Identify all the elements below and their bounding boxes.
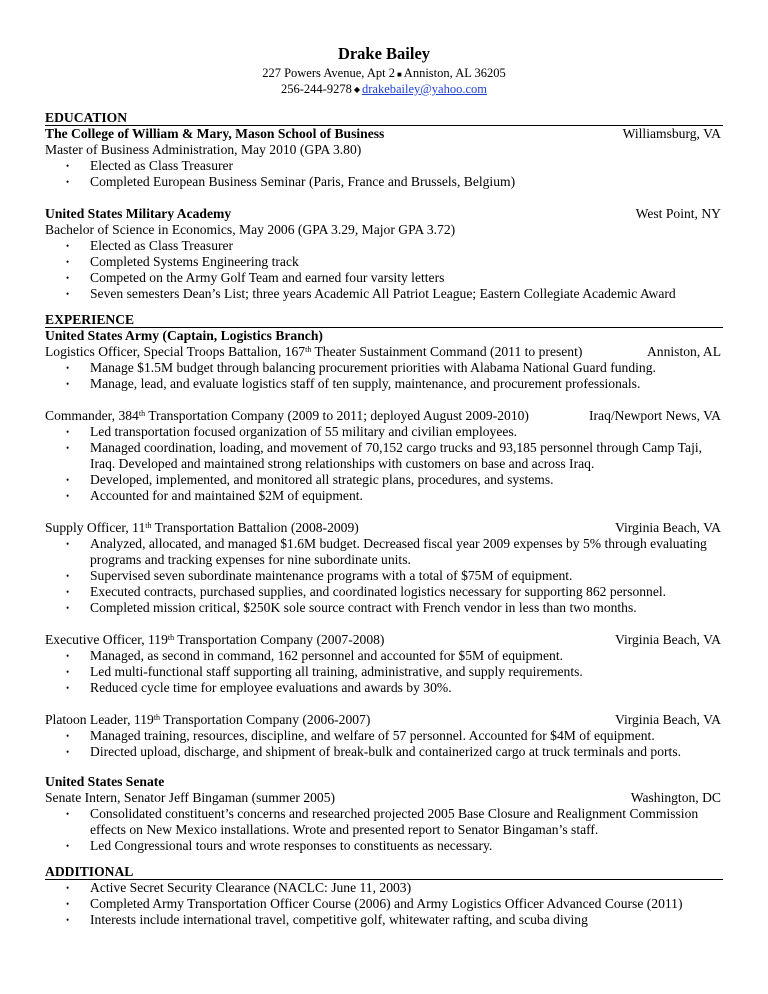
role-row	[45, 712, 723, 728]
list-item	[66, 270, 723, 286]
role-title-pre: Commander, 384	[45, 408, 139, 424]
army-roles	[45, 344, 723, 760]
bullet-text: Completed Systems Engineering track	[90, 254, 299, 270]
bullet-text: Analyzed, allocated, and managed $1.6M budget. Decreased fiscal year 2009 expenses by 5% through evaluating programs and tracking expenses for nine subordinate units.	[90, 536, 707, 568]
role-title-post: Transportation Battalion (2008-2009)	[151, 520, 359, 536]
bullet-dot-icon: •	[66, 177, 70, 188]
school-row	[45, 126, 723, 142]
list-item	[66, 440, 723, 472]
senate-bullet-list	[45, 806, 723, 854]
role-title-sup: th	[145, 521, 152, 531]
bullet-text: Managed, as second in command, 162 personnel and accounted for $5M of equipment.	[90, 648, 564, 664]
senate-org-name: United States Senate	[45, 774, 165, 790]
list-item	[66, 664, 723, 680]
role-location: Iraq/Newport News, VA	[588, 408, 721, 424]
bullet-text: Manage $1.5M budget through balancing procurement priorities with Alabama National Guard funding.	[90, 360, 656, 376]
role-location: Anniston, AL	[646, 344, 721, 360]
bullet-text: Elected as Class Treasurer	[90, 158, 234, 174]
bullet-dot-icon: •	[66, 667, 70, 678]
spacer	[45, 616, 723, 632]
role-title-sup: th	[305, 345, 312, 355]
list-item	[66, 286, 723, 302]
list-item	[66, 880, 723, 896]
list-item	[66, 424, 723, 440]
bullet-text: Led multi-functional staff supporting all training, administrative, and supply requirements.	[90, 664, 583, 680]
role-title	[45, 408, 529, 424]
bullet-text: Reduced cycle time for employee evaluations and awards by 30%.	[90, 680, 452, 696]
bullet-text: Developed, implemented, and monitored all strategic plans, procedures, and systems.	[90, 472, 554, 488]
education-section	[45, 126, 723, 302]
spacer	[45, 190, 723, 206]
bullet-dot-icon: •	[66, 241, 70, 252]
square-bullet-icon: ■	[396, 69, 402, 79]
list-item	[66, 912, 723, 928]
bullet-dot-icon: •	[66, 475, 70, 486]
additional-bullet-list	[45, 880, 723, 928]
bullet-text: Interests include international travel, competitive golf, whitewater rafting, and scuba diving	[90, 912, 588, 928]
bullet-dot-icon: •	[66, 809, 70, 820]
candidate-name: Drake Bailey	[337, 44, 431, 63]
list-item	[66, 376, 723, 392]
degree-line: Master of Business Administration, May 2010 (GPA 3.80)	[45, 142, 362, 158]
bullet-text: Manage, lead, and evaluate logistics staff of ten supply, maintenance, and procurement professionals.	[90, 376, 641, 392]
role-bullet-list	[45, 728, 723, 760]
bullet-text: Elected as Class Treasurer	[90, 238, 234, 254]
degree-line: Bachelor of Science in Economics, May 2006 (GPA 3.29, Major GPA 3.72)	[45, 222, 456, 238]
list-item	[66, 254, 723, 270]
school-bullet-list	[45, 158, 723, 190]
role-title-post: Theater Sustainment Command (2011 to present)	[311, 344, 583, 360]
role-title-pre: Logistics Officer, Special Troops Battalion, 167	[45, 344, 306, 360]
bullet-dot-icon: •	[66, 257, 70, 268]
bullet-dot-icon: •	[66, 899, 70, 910]
list-item	[66, 648, 723, 664]
bullet-dot-icon: •	[66, 539, 70, 550]
school-bullet-list	[45, 238, 723, 302]
address-line	[45, 66, 723, 82]
bullet-dot-icon: •	[66, 443, 70, 454]
list-item	[66, 896, 723, 912]
role-title-sup: th	[153, 713, 161, 723]
bullet-text: Supervised seven subordinate maintenance programs with a total of $75M of equipment.	[90, 568, 573, 584]
bullet-dot-icon: •	[66, 161, 70, 172]
education-heading: EDUCATION	[45, 110, 723, 126]
list-item	[66, 806, 723, 838]
list-item	[66, 728, 723, 744]
bullet-text: Executed contracts, purchased supplies, and coordinated logistics necessary for supporting 862 personnel.	[90, 584, 667, 600]
role-title-pre: Executive Officer, 119	[45, 632, 168, 648]
bullet-dot-icon: •	[66, 747, 70, 758]
role-title-pre: Supply Officer, 11	[45, 520, 146, 536]
school-name: United States Military Academy	[45, 206, 232, 222]
list-item	[66, 158, 723, 174]
role-location: Virginia Beach, VA	[614, 712, 721, 728]
bullet-dot-icon: •	[66, 587, 70, 598]
bullet-text: Led transportation focused organization of 55 military and civilian employees.	[90, 424, 518, 440]
contact-line	[45, 82, 723, 98]
list-item	[66, 838, 723, 854]
bullet-dot-icon: •	[66, 571, 70, 582]
role-bullet-list	[45, 424, 723, 504]
diamond-bullet-icon: ◆	[353, 85, 360, 95]
bullet-dot-icon: •	[66, 683, 70, 694]
bullet-dot-icon: •	[66, 603, 70, 614]
bullet-text: Directed upload, discharge, and shipment of break-bulk and containerized cargo at truck terminals and ports.	[90, 744, 682, 760]
list-item	[66, 680, 723, 696]
bullet-dot-icon: •	[66, 427, 70, 438]
bullet-text: Completed European Business Seminar (Paris, France and Brussels, Belgium)	[90, 174, 516, 190]
school-location: West Point, NY	[635, 206, 721, 222]
senate-role-row	[45, 790, 723, 806]
role-title-post: Transportation Company (2006-2007)	[160, 712, 371, 728]
list-item	[66, 568, 723, 584]
role-row	[45, 408, 723, 424]
list-item	[66, 600, 723, 616]
role-title	[45, 520, 359, 536]
role-title-post: Transportation Company (2009 to 2011; deployed August 2009-2010)	[145, 408, 529, 424]
phone-number: 256-244-9278	[281, 81, 352, 96]
bullet-text: Completed Army Transportation Officer Course (2006) and Army Logistics Officer Advanced Course (2011)	[90, 896, 683, 912]
bullet-text: Competed on the Army Golf Team and earned four varsity letters	[90, 270, 445, 286]
bullet-text: Completed mission critical, $250K sole source contract with French vendor in less than two months.	[90, 600, 637, 616]
bullet-dot-icon: •	[66, 363, 70, 374]
school-row	[45, 206, 723, 222]
list-item	[66, 472, 723, 488]
school-location: Williamsburg, VA	[622, 126, 721, 142]
army-org-name: United States Army (Captain, Logistics Branch)	[45, 328, 323, 344]
bullet-dot-icon: •	[66, 289, 70, 300]
street-address: 227 Powers Avenue, Apt 2	[262, 66, 395, 80]
list-item	[66, 584, 723, 600]
list-item	[66, 488, 723, 504]
school-name: The College of William & Mary, Mason School of Business	[45, 126, 385, 142]
list-item	[66, 360, 723, 376]
bullet-dot-icon: •	[66, 379, 70, 390]
role-bullet-list	[45, 536, 723, 616]
role-title-sup: th	[167, 633, 175, 643]
spacer	[45, 392, 723, 408]
additional-heading: ADDITIONAL	[45, 864, 723, 880]
bullet-dot-icon: •	[66, 841, 70, 852]
list-item	[66, 536, 723, 568]
role-title-pre: Platoon Leader, 119	[45, 712, 154, 728]
bullet-text: Managed training, resources, discipline, and welfare of 57 personnel. Accounted for $4M of equipment.	[90, 728, 655, 744]
role-title	[45, 632, 384, 648]
bullet-text: Managed coordination, loading, and movement of 70,152 cargo trucks and 93,185 personnel through Camp Taji, Iraq. Developed and maintained strong relationships with customers on base and across Iraq.	[90, 440, 703, 472]
role-title-sup: th	[138, 409, 146, 419]
role-row	[45, 344, 723, 360]
role-title-post: Transportation Company (2007-2008)	[174, 632, 385, 648]
bullet-dot-icon: •	[66, 731, 70, 742]
bullet-text: Accounted for and maintained $2M of equipment.	[90, 488, 363, 504]
bullet-dot-icon: •	[66, 915, 70, 926]
spacer	[45, 696, 723, 712]
role-bullet-list	[45, 360, 723, 392]
senate-role-title: Senate Intern, Senator Jeff Bingaman (summer 2005)	[45, 790, 336, 806]
bullet-dot-icon: •	[66, 651, 70, 662]
bullet-dot-icon: •	[66, 883, 70, 894]
role-bullet-list	[45, 648, 723, 696]
role-title	[45, 712, 370, 728]
city-state-zip: Anniston, AL 36205	[403, 66, 506, 80]
spacer	[45, 504, 723, 520]
role-row	[45, 520, 723, 536]
bullet-dot-icon: •	[66, 491, 70, 502]
bullet-text: Seven semesters Dean’s List; three years Academic All Patriot League; Eastern Collegiate Academic Award	[90, 286, 676, 302]
role-location: Virginia Beach, VA	[614, 520, 721, 536]
senate-role-location: Washington, DC	[630, 790, 721, 806]
list-item	[66, 744, 723, 760]
experience-heading: EXPERIENCE	[45, 312, 723, 328]
role-row	[45, 632, 723, 648]
list-item	[66, 238, 723, 254]
role-location: Virginia Beach, VA	[614, 632, 721, 648]
bullet-text: Consolidated constituent’s concerns and researched projected 2005 Base Closure and Realignment Commission effects on New Mexico installations. Wrote and presented report to Senator Bingaman’s staff.	[90, 806, 699, 838]
email-link[interactable]: drakebailey@yahoo.com	[361, 81, 487, 96]
role-title	[45, 344, 582, 360]
list-item	[66, 174, 723, 190]
bullet-dot-icon: •	[66, 273, 70, 284]
bullet-text: Active Secret Security Clearance (NACLC: June 11, 2003)	[90, 880, 412, 896]
bullet-text: Led Congressional tours and wrote responses to constituents as necessary.	[90, 838, 493, 854]
